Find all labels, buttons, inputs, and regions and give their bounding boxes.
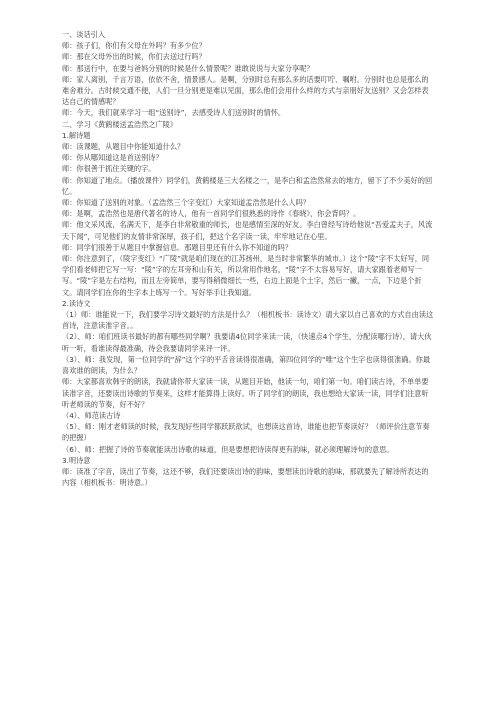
paragraph: 师：同学们很善于从题目中掌握信息。那题目里还有什么你不知道的吗？ (62, 242, 293, 252)
subsection-heading: 3.明诗意 (62, 455, 91, 465)
subsection-heading: 2.读诗文 (62, 298, 91, 308)
paragraph: 师：家人离别，千言万语，依依不舍，情景感人。是啊，分别时总有那么多的话要叮咛、嘱咐。分别时也总是那么的难舍难分。古时候交通不便，人们一旦分别更是难以见面，那么他们会用什么样的方式与亲朋好友送别？又会怎样表达自己的情感呢？ (62, 74, 429, 107)
paragraph: 师：那送行中，在要与爸妈分别的时候是什么情景呢？谁敢说说与大家分享呢？ (62, 63, 314, 73)
paragraph: 师：那在父母外出的时候，你们去送过行吗？ (62, 52, 206, 62)
paragraph: （4）、师范读古诗 (62, 410, 121, 420)
paragraph: 师：今天，我们就来学习一组“送别诗”，去感受诗人们送别时的情怀。 (62, 108, 286, 118)
section-heading-intro: 一、谈话引入 (62, 30, 106, 39)
paragraph: 师：是啊，孟浩然也是唐代著名的诗人，他有一首同学们很熟悉的诗作《春晓》，你会背吗？。 (62, 209, 361, 219)
paragraph: 师：大家都喜欢韩宇的朗读，我就请你带大家读一读，从题目开始，他读一句，咱们第一句。咱们读古诗，不单单要读准字音，还要读出诗歌的节奏来，这样才能算得上读好。听了同学们的朗读，我也想给大家读一读，同学们注意听听老师读的节奏，好不好？ (62, 377, 429, 409)
subsection-heading: 1.解诗题 (62, 130, 91, 140)
paragraph: （6）、师：把握了诗的节奏就能读出诗歌的味道，但是要想把诗读得更有韵味，就必须理解诗句的意思。 (62, 444, 394, 454)
paragraph: （2）、师：咱们班读书最好的都有哪些同学啊？我要请4位同学来读一读，（快速点4个学生，分配读哪行诗），请大伙听一听，看谁读得最准确，待会我要请同学来评一评。 (62, 332, 432, 353)
paragraph: 师：读课题，从题目中你能知道什么？ (62, 142, 185, 152)
paragraph: 师：你很善于抓住关键的字。 (62, 164, 156, 174)
paragraph: 师：读准了字音，读出了节奏，这还不够，我们还要读出诗的韵味，要想读出诗歌的韵味，那就要先了解诗所表达的内容（相机板书：明诗意。） (62, 466, 429, 488)
paragraph: 师：你从哪知道这是首送别诗？ (62, 153, 163, 163)
paragraph: 师：你知道了地点。（播放课件）同学们，黄鹤楼是三大名楼之一，是李白和孟浩然常去的地方，留下了不少美好的回忆。 (62, 175, 433, 196)
paragraph: 师：你知道了送别的对象。（孟浩然三个字变红）大家知道孟浩然是什么人吗？ (62, 198, 310, 208)
paragraph: （1）师：谁能说一下，我们要学习诗文最好的方法是什么？（相机板书：读诗文）请大家以自己喜欢的方式自由读这首诗，注意读准字音。。 (62, 310, 434, 331)
section-heading-study: 二、学习《黄鹤楼送孟浩然之广陵》 (62, 119, 178, 129)
paragraph: 师：你注意到了，（陵字变红）“广陵”就是咱们现在的江苏扬州，是当时非常繁华的城市。）这个“陵”字不太好写，同学们看老师把它写一写：“陵”字的左耳旁和山有关，所以常用作地名，“陵”字不太容易写好，请大家跟着老师写一写。“陵”字是左右结构，而且左旁简单，要写得稍微细长一些，右边上面是个土字，然后一撇，一点，下边是个折文。请同学们在你的生字本上练写一个。写好举手让我知道。 (62, 254, 430, 297)
paragraph: （5）、师：刚才老师读的时候，我发现好些同学都跃跃欲试，也想读这首诗，谁能也把节奏读好？（师评价注意节奏的把握） (62, 422, 430, 443)
paragraph: （3）、师：我发现，第一位同学的“辞”这个字的平舌音读得很准确，第四位同学的“唯”这个生字也读得很准确。你最喜欢谁的朗读，为什么？ (62, 354, 431, 376)
paragraph: 师：他文采风流，名满天下，是李白非常敬重的师长，也是感情至深的好友。李白曾经写诗给他说“吾爱孟夫子，风流天下闻”，可见他们的友情非常深厚，孩子们，把这个名字读一读，牢牢地记在心里。 (62, 220, 433, 241)
paragraph: 师：孩子们，你们有父母在外吗？有多少位？ (62, 41, 206, 51)
